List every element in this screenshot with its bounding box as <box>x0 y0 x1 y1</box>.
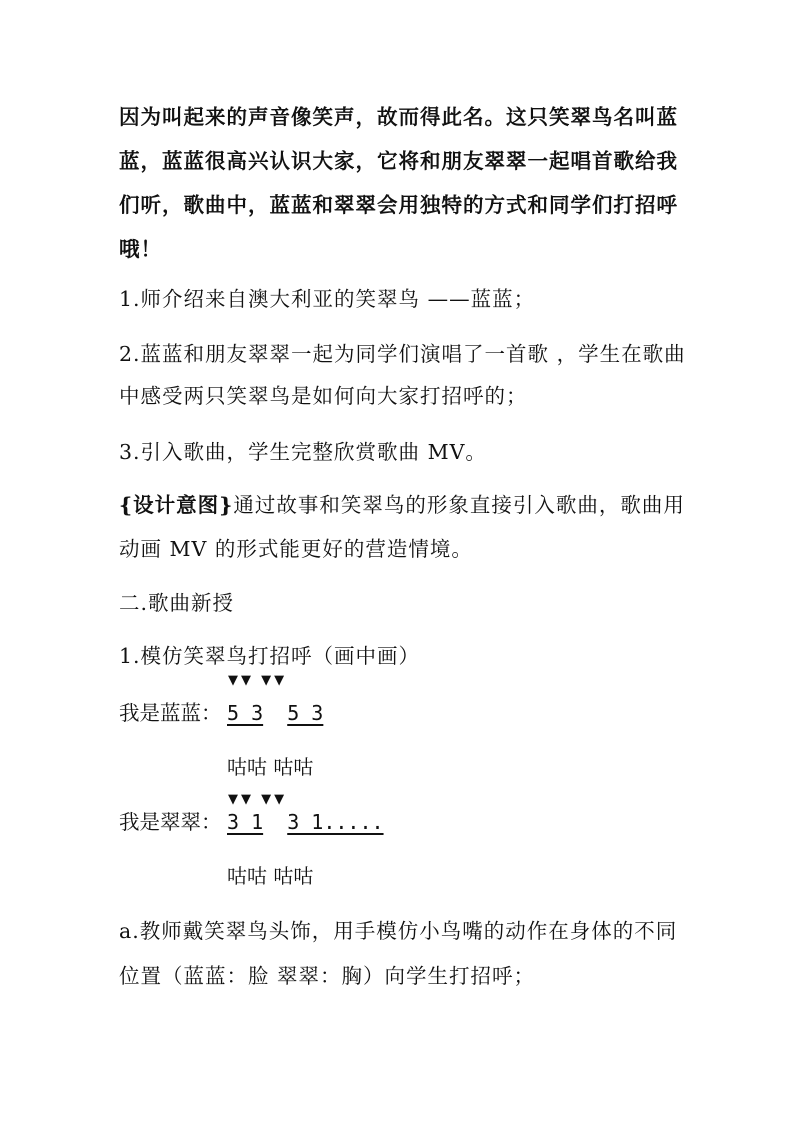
activity-line-1: a.教师戴笑翠鸟头饰，用手模仿小鸟嘴的动作在身体的不同 <box>119 919 678 943</box>
lanlan-notes <box>227 699 323 727</box>
cuicui-accent-marks: ▼▼ ▼▼ <box>228 792 288 807</box>
lanlan-label: 我是蓝蓝： <box>119 701 222 725</box>
cuicui-notes <box>227 808 384 836</box>
cuicui-label: 我是翠翠： <box>119 810 222 834</box>
lanlan-accent-marks: ▼▼ ▼▼ <box>228 673 288 688</box>
lanlan-notes-a: 5 3 <box>227 701 264 725</box>
step-2-cont: 中感受两只笑翠鸟是如何向大家打招呼的； <box>119 384 528 408</box>
cuicui-notes-b: 3 1..... <box>287 810 384 834</box>
design-intent-cont: 动画 MV 的形式能更好的营造情境。 <box>119 537 473 561</box>
design-intent-label: {设计意图} <box>119 493 234 517</box>
cuicui-sound: 咕咕 咕咕 <box>227 864 314 888</box>
cuicui-notes-a: 3 1 <box>227 810 264 834</box>
design-intent <box>119 491 685 519</box>
subsection-title: 1.模仿笑翠鸟打招呼（画中画） <box>119 644 421 668</box>
section-title: 二.歌曲新授 <box>119 591 235 615</box>
design-intent-text: 通过故事和笑翠鸟的形象直接引入歌曲，歌曲用 <box>233 493 685 517</box>
step-3: 3.引入歌曲，学生完整欣赏歌曲 MV。 <box>119 440 487 464</box>
lanlan-notes-b: 5 3 <box>287 701 324 725</box>
step-1: 1.师介绍来自澳大利亚的笑翠鸟 ——蓝蓝； <box>119 287 536 311</box>
lanlan-sound: 咕咕 咕咕 <box>227 755 314 779</box>
intro-line-4: 哦！ <box>119 237 162 261</box>
intro-line-3: 们听，歌曲中，蓝蓝和翠翠会用独特的方式和同学们打招呼 <box>119 193 678 217</box>
activity-line-2: 位置（蓝蓝：脸 翠翠：胸）向学生打招呼； <box>119 964 536 988</box>
intro-line-1: 因为叫起来的声音像笑声，故而得此名。这只笑翠鸟名叫蓝 <box>119 105 678 129</box>
step-2: 2.蓝蓝和朋友翠翠一起为同学们演唱了一首歌 ，学生在歌曲 <box>119 342 686 366</box>
intro-line-2: 蓝，蓝蓝很高兴认识大家，它将和朋友翠翠一起唱首歌给我 <box>119 149 678 173</box>
